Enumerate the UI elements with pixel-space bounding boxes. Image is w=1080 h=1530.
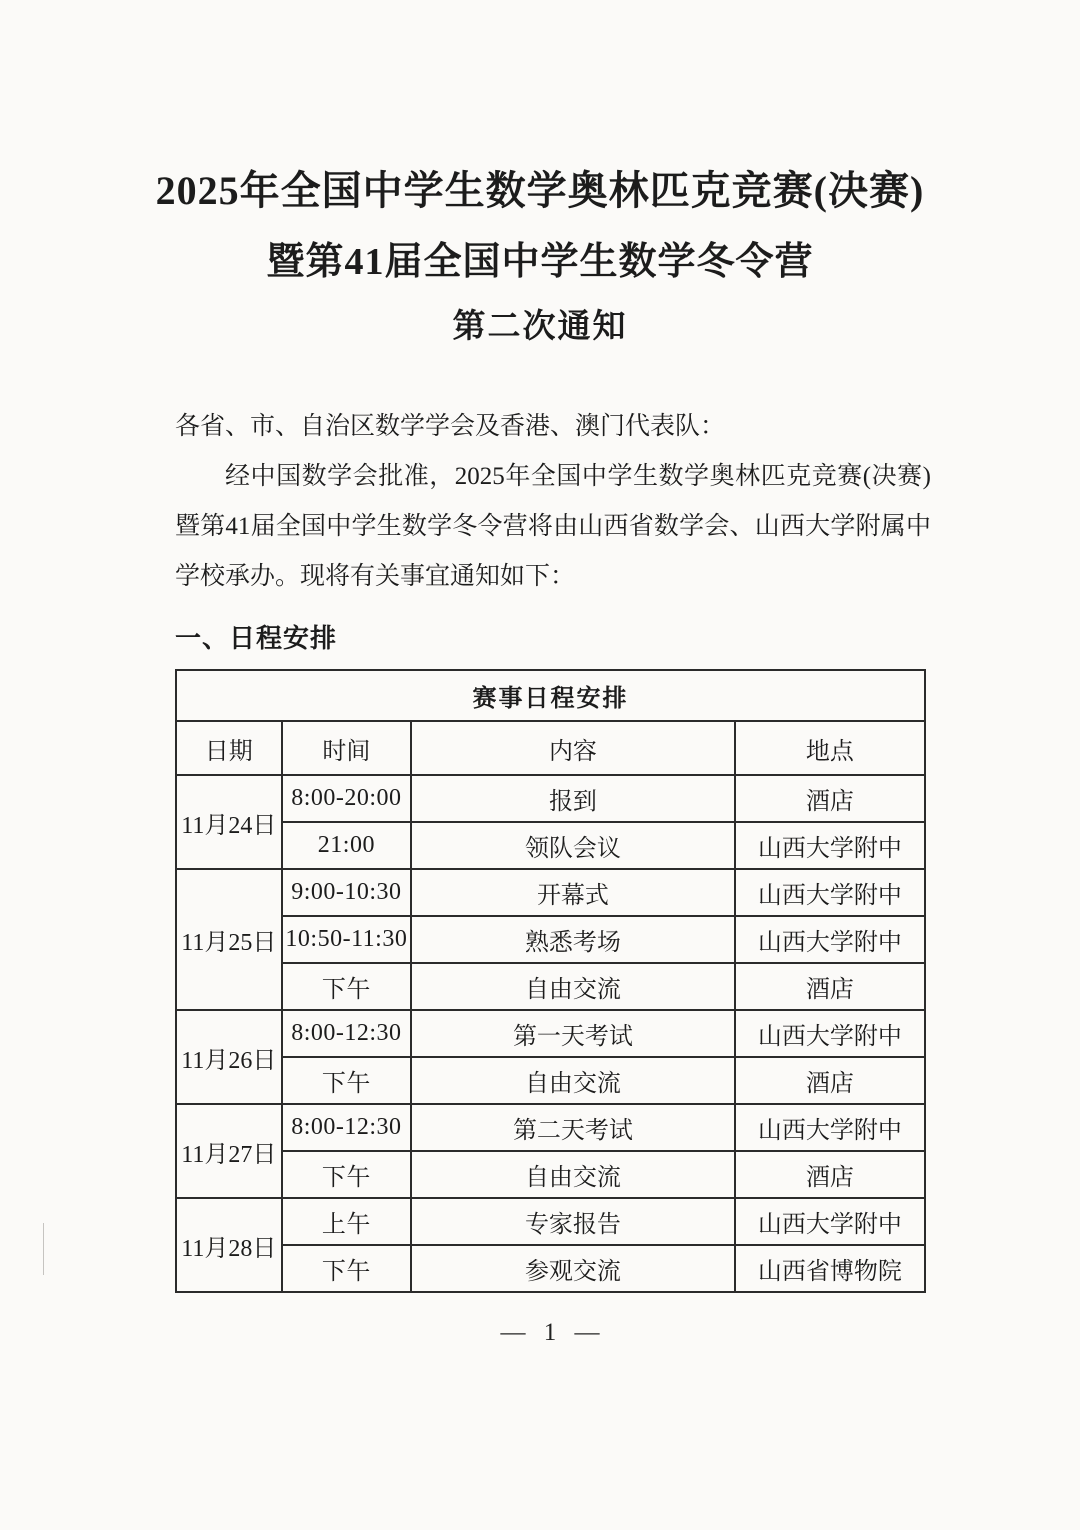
time-cell: 下午: [282, 1151, 412, 1198]
intro-paragraph: 经中国数学会批准，2025年全国中学生数学奥林匹克竞赛(决赛)暨第41届全国中学生数学冬令营将由山西省数学会、山西大学附属中学校承办。现将有关事宜通知如下：: [175, 463, 931, 590]
schedule-table: [175, 669, 926, 1293]
table-row: [176, 1057, 925, 1104]
location-cell: 山西大学附中: [735, 916, 925, 963]
table-row: [176, 1104, 925, 1151]
content-cell: 领队会议: [411, 822, 735, 869]
section-heading-schedule: 一、日程安排: [175, 624, 338, 653]
time-cell: 9:00-10:30: [282, 869, 412, 916]
content-cell: 自由交流: [411, 963, 735, 1010]
table-row: [176, 1151, 925, 1198]
column-header-time: 时间: [282, 721, 412, 775]
table-row: [176, 1198, 925, 1245]
content-cell: 自由交流: [411, 1057, 735, 1104]
table-row: [176, 822, 925, 869]
location-cell: 山西大学附中: [735, 869, 925, 916]
location-cell: 酒店: [735, 775, 925, 822]
date-cell: 11月25日: [176, 869, 282, 1010]
salutation-line: 各省、市、自治区数学学会及香港、澳门代表队：: [175, 413, 726, 440]
table-header-row: [176, 721, 925, 775]
date-cell: 11月28日: [176, 1198, 282, 1292]
date-cell: 11月26日: [176, 1010, 282, 1104]
content-cell: 报到: [411, 775, 735, 822]
location-cell: 山西大学附中: [735, 822, 925, 869]
time-cell: 下午: [282, 1245, 412, 1292]
document-body: [175, 402, 931, 1347]
location-cell: 山西大学附中: [735, 1198, 925, 1245]
time-cell: 8:00-20:00: [282, 775, 412, 822]
table-row: [176, 916, 925, 963]
scan-artifact-line: [43, 1223, 44, 1275]
location-cell: 酒店: [735, 1151, 925, 1198]
date-cell: 11月27日: [176, 1104, 282, 1198]
content-cell: 自由交流: [411, 1151, 735, 1198]
table-title: 赛事日程安排: [176, 670, 925, 721]
content-cell: 第二天考试: [411, 1104, 735, 1151]
document-title-line-3: 第二次通知: [452, 309, 628, 345]
time-cell: 8:00-12:30: [282, 1104, 412, 1151]
table-row: [176, 869, 925, 916]
page-number: — 1 —: [500, 1319, 606, 1346]
time-cell: 下午: [282, 963, 412, 1010]
time-cell: 21:00: [282, 822, 412, 869]
content-cell: 熟悉考场: [411, 916, 735, 963]
column-header-date: 日期: [176, 721, 282, 775]
table-title-row: [176, 670, 925, 721]
table-row: [176, 1010, 925, 1057]
location-cell: 山西大学附中: [735, 1010, 925, 1057]
location-cell: 酒店: [735, 963, 925, 1010]
time-cell: 8:00-12:30: [282, 1010, 412, 1057]
table-row: [176, 775, 925, 822]
table-row: [176, 963, 925, 1010]
document-title-block: [0, 0, 1080, 346]
content-cell: 开幕式: [411, 869, 735, 916]
column-header-content: 内容: [411, 721, 735, 775]
time-cell: 10:50-11:30: [282, 916, 412, 963]
document-title-line-1: 2025年全国中学生数学奥林匹克竞赛(决赛): [155, 168, 925, 213]
location-cell: 山西大学附中: [735, 1104, 925, 1151]
content-cell: 参观交流: [411, 1245, 735, 1292]
table-row: [176, 1245, 925, 1292]
location-cell: 山西省博物院: [735, 1245, 925, 1292]
date-cell: 11月24日: [176, 775, 282, 869]
column-header-location: 地点: [735, 721, 925, 775]
location-cell: 酒店: [735, 1057, 925, 1104]
document-title-line-2: 暨第41届全国中学生数学冬令营: [266, 241, 814, 283]
content-cell: 第一天考试: [411, 1010, 735, 1057]
time-cell: 下午: [282, 1057, 412, 1104]
content-cell: 专家报告: [411, 1198, 735, 1245]
time-cell: 上午: [282, 1198, 412, 1245]
